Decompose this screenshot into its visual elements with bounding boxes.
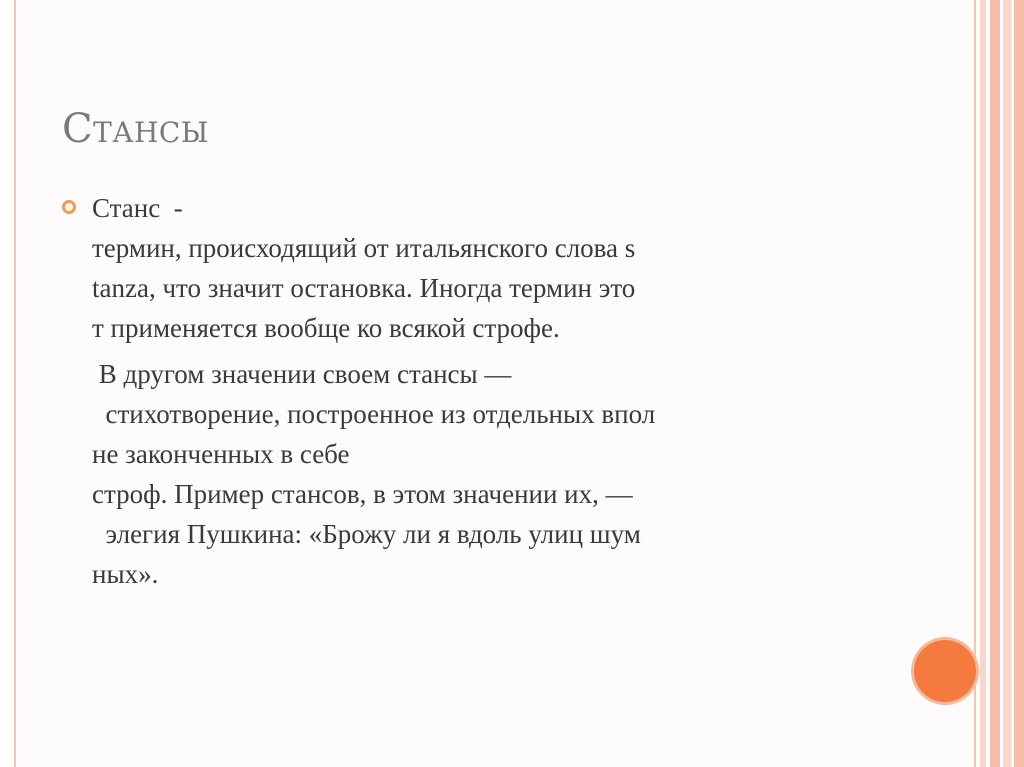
text-line: т применяется вообще ко всякой строфе. (92, 313, 560, 343)
paragraph-definition (92, 188, 922, 348)
text-line: термин, происходящий от итальянского слова s (92, 233, 636, 263)
decorative-stripe (980, 0, 986, 767)
text-line: не законченных в себе (92, 439, 350, 469)
text-line: Станс - (92, 193, 183, 223)
slide-body (92, 188, 922, 594)
text-line: tanza, что значит остановка. Иногда термин это (92, 273, 636, 303)
text-line: В другом значении своем стансы — (92, 359, 512, 389)
text-line: ных». (92, 559, 159, 589)
orange-circle-icon (914, 640, 976, 702)
slide-title: Стансы (62, 106, 209, 152)
text-line: стихотворение, построенное из отдельных впол (92, 399, 656, 429)
decorative-stripe (1014, 0, 1024, 767)
text-line: строф. Пример стансов, в этом значении их, — (92, 479, 633, 509)
text-line: элегия Пушкина: «Брожу ли я вдоль улиц шум (92, 519, 641, 549)
decorative-stripe (1003, 0, 1011, 767)
decorative-stripe (990, 0, 1000, 767)
paragraph-second-meaning (92, 354, 922, 594)
ring-bullet-icon (62, 200, 76, 214)
